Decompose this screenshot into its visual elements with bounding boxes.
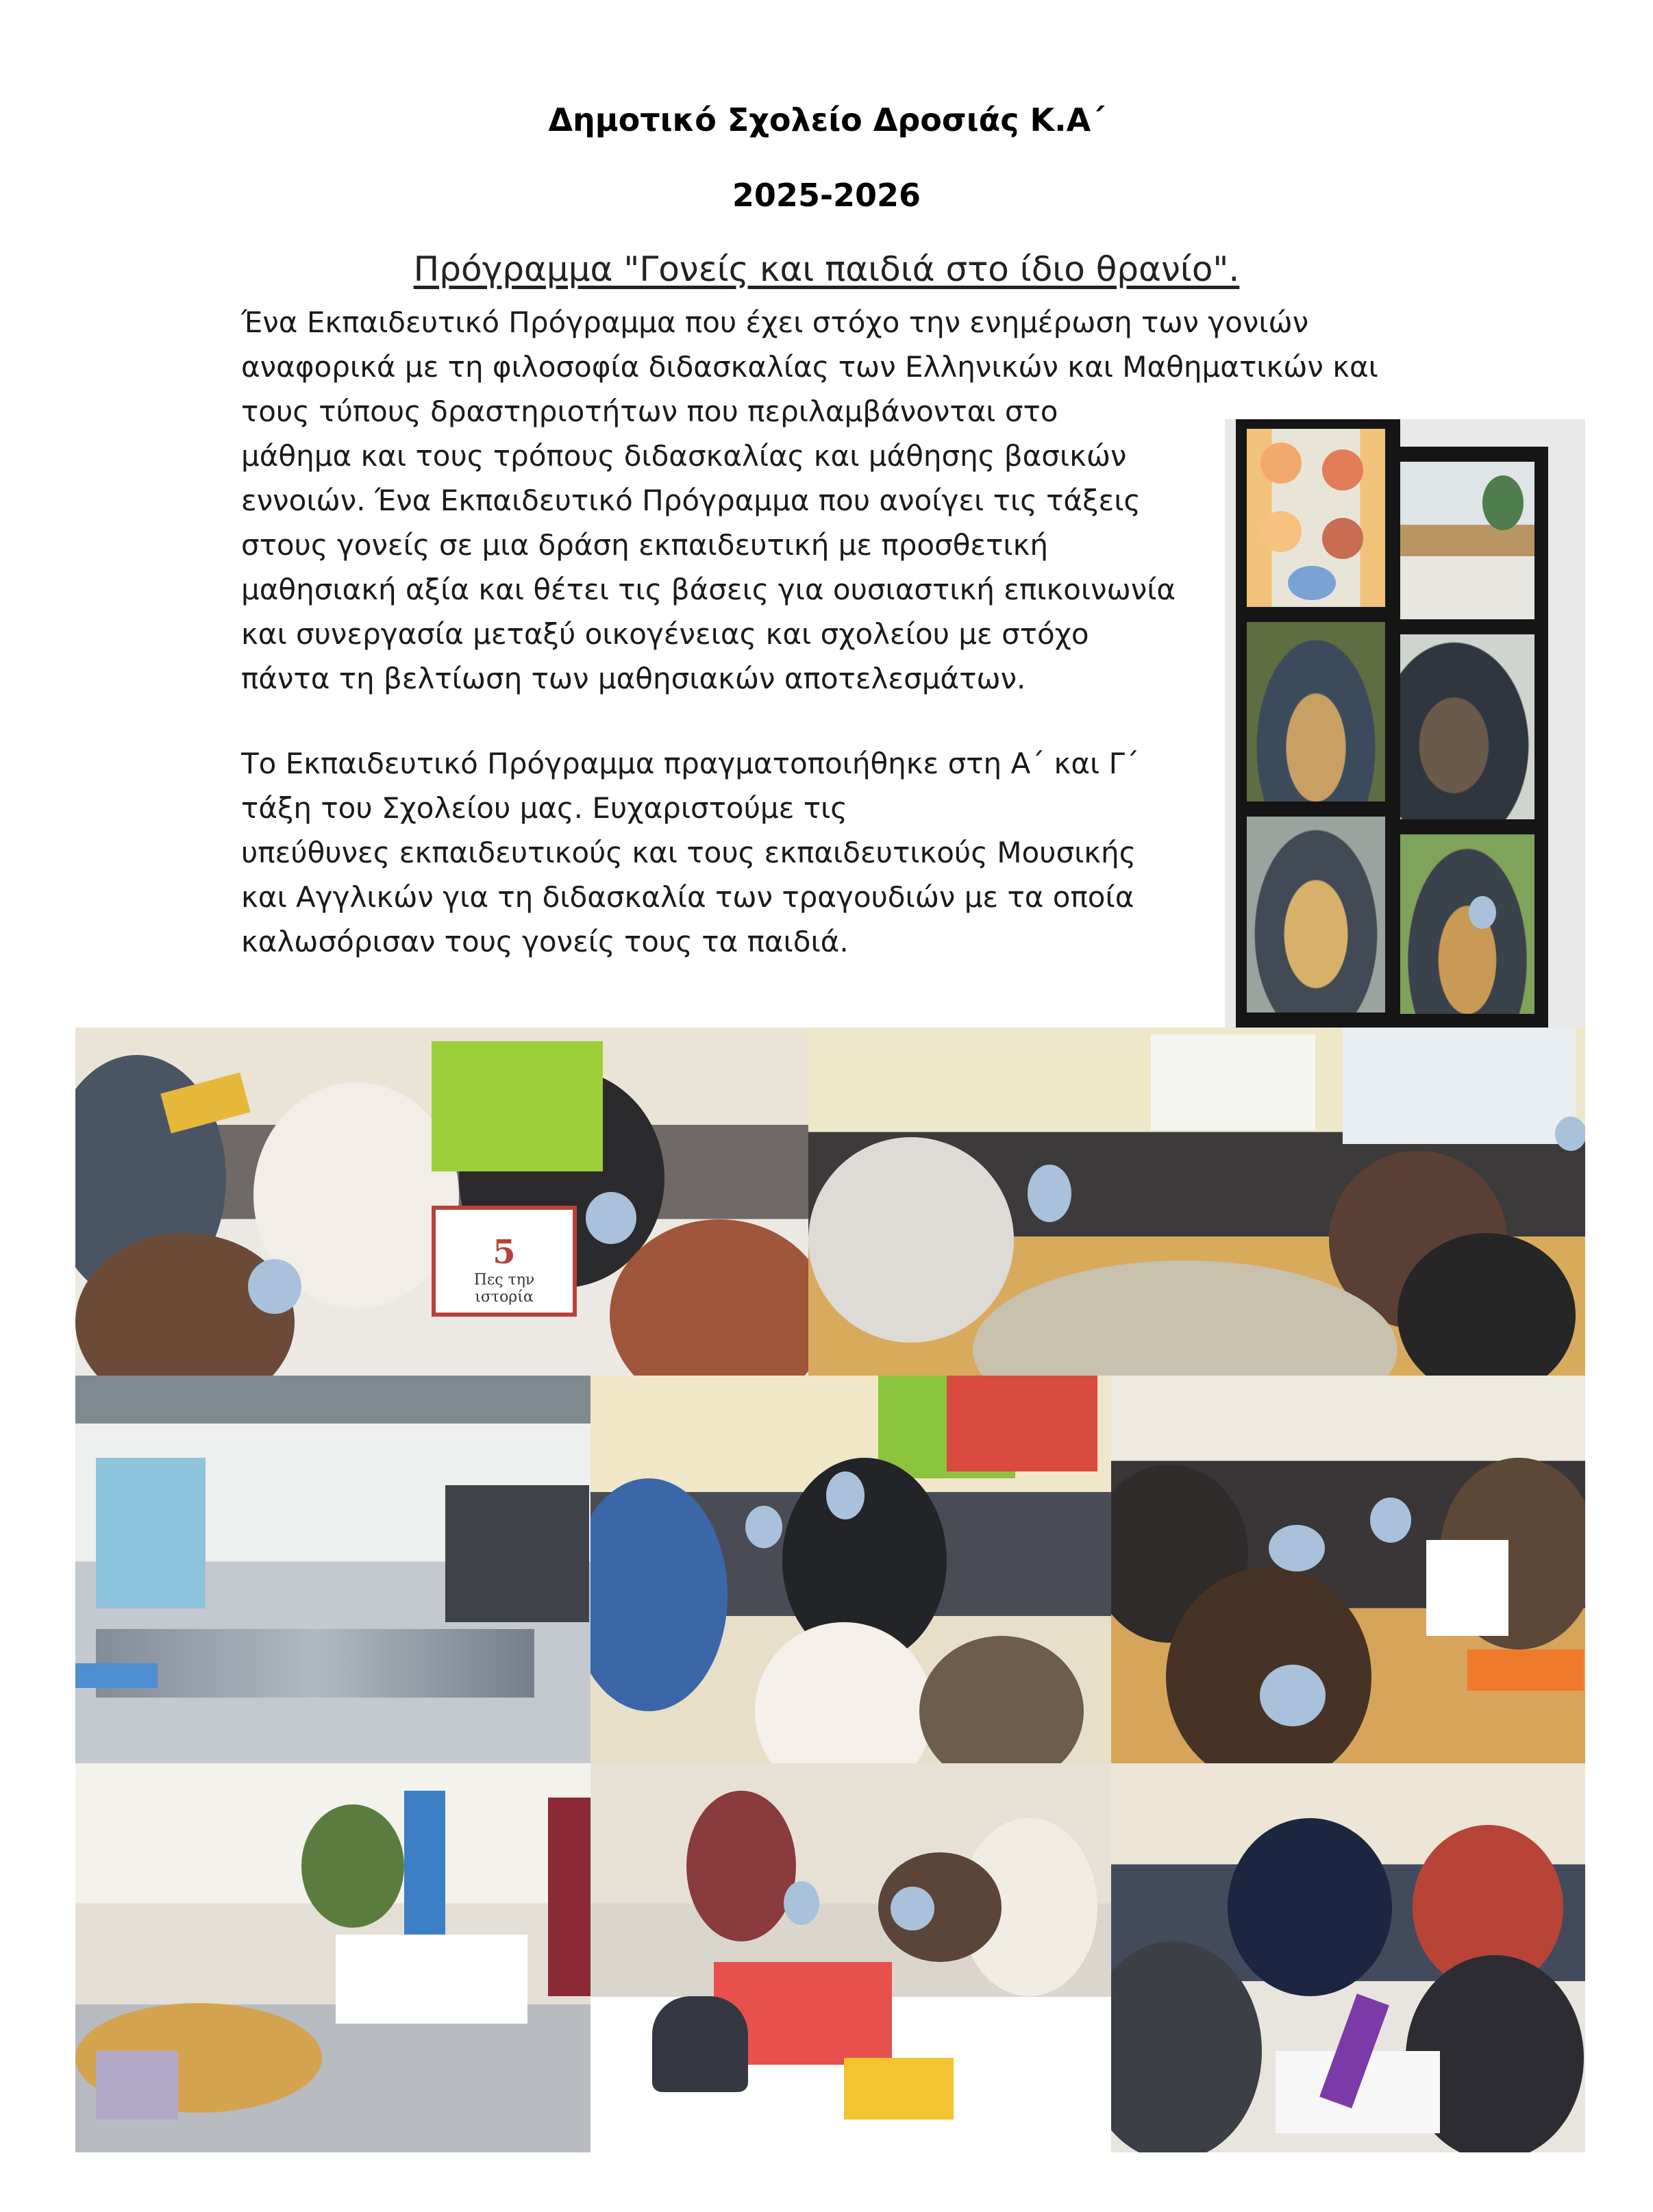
- paragraph-line: καλωσόρισαν τους γονείς τους τα παιδιά.: [241, 925, 849, 958]
- paragraph-line: μάθημα και τους τρόπους διδασκαλίας και μάθησης βασικών: [241, 439, 1127, 473]
- photo-parents-children-jigsaw: [1111, 1763, 1585, 2152]
- intro-paragraph: [241, 300, 1378, 701]
- program-title: Πρόγραμμα "Γονείς και παιδιά στο ίδιο θρανίο".: [413, 249, 1240, 289]
- paragraph-line: Το Εκπαιδευτικό Πρόγραμμα πραγματοποιήθηκε στη Α΄ και Γ΄: [241, 747, 1139, 780]
- paragraph-line: υπεύθυνες εκπαιδευτικούς και τους εκπαιδευτικούς Μουσικής: [241, 836, 1136, 869]
- paragraph-line: εννοιών. Ένα Εκπαιδευτικό Πρόγραμμα που ανοίγει τις τάξεις: [241, 484, 1141, 517]
- story-sign: 5 Πες την ιστορία: [432, 1206, 577, 1317]
- film-photo-wall-display: [1247, 429, 1385, 607]
- paragraph-line: στους γονείς σε μια δράση εκπαιδευτική με προσθετική: [241, 528, 1048, 562]
- paragraph-line: Ένα Εκπαιδευτικό Πρόγραμμα που έχει στόχο την ενημέρωση των γονιών: [241, 306, 1309, 339]
- film-photo-group-parents: [1400, 634, 1534, 819]
- film-photo-empty-classroom: [1400, 462, 1534, 619]
- paragraph-line: και Αγγλικών για τη διδασκαλία των τραγουδιών με τα οποία: [241, 880, 1134, 914]
- photo-parents-children-table: [591, 1376, 1111, 1763]
- filmstrip-collage: [1225, 419, 1585, 1028]
- film-photo-parents-table: [1247, 622, 1385, 801]
- photo-parents-with-crowned-children: [75, 1028, 808, 1376]
- photo-puzzle-activity: [591, 1763, 1111, 2152]
- photo-empty-classroom-tables: [75, 1763, 591, 2152]
- paragraph-line: μαθησιακή αξία και θέτει τις βάσεις για ουσιαστική επικοινωνία: [241, 573, 1176, 606]
- photo-children-lined-up-corridor: [75, 1376, 591, 1763]
- film-photo-activity: [1400, 834, 1534, 1014]
- school-year: 2025-2026: [732, 177, 921, 214]
- paragraph-line: αναφορικά με τη φιλοσοφία διδασκαλίας των Ελληνικών και Μαθηματικών και: [241, 350, 1378, 384]
- school-title: Δημοτικό Σχολείο Δροσιάς Κ.Α΄: [548, 101, 1105, 138]
- photo-parents-group-activity: [1111, 1376, 1585, 1763]
- paragraph-line: και συνεργασία μεταξύ οικογένειας και σχολείου με στόχο: [241, 617, 1089, 651]
- paragraph-line: πάντα τη βελτίωση των μαθησιακών αποτελεσμάτων.: [241, 662, 1026, 695]
- film-photo-round-table: [1247, 817, 1385, 1012]
- thanks-paragraph: [241, 741, 1139, 964]
- paragraph-line: τάξη του Σχολείου μας. Ευχαριστούμε τις: [241, 791, 847, 825]
- paragraph-line: τους τύπους δραστηριοτήτων που περιλαμβάνονται στο: [241, 395, 1058, 428]
- photo-parents-round-table: [808, 1028, 1585, 1376]
